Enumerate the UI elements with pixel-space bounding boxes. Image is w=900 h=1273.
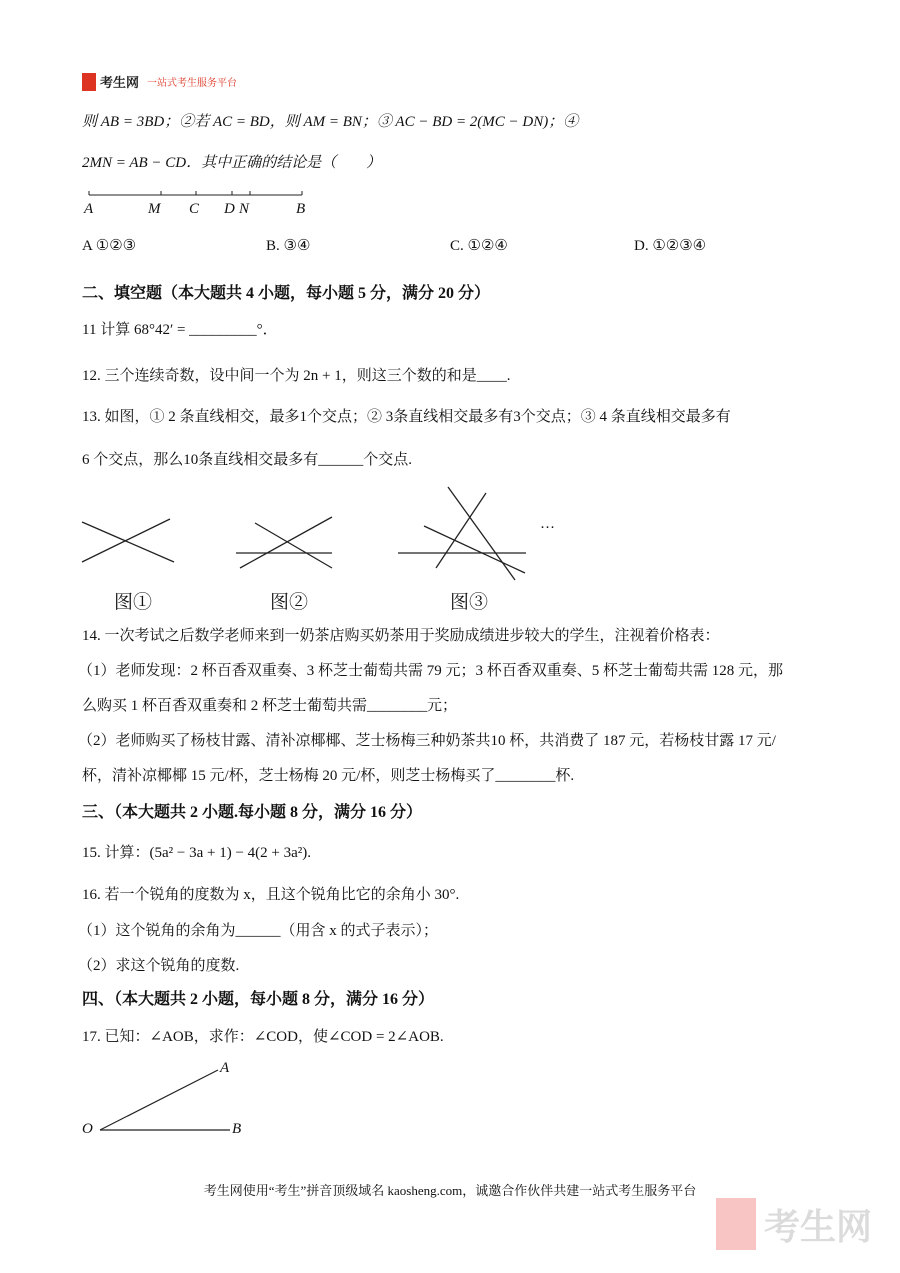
point-B: B — [296, 201, 306, 217]
angle-label-A: A — [220, 1060, 230, 1076]
q14-p2a: （2）老师购买了杨枝甘露、清补凉椰椰、芝士杨梅三种奶茶共10 杯，共消费了 187 元，若杨枝甘露 17 元/ — [78, 733, 776, 749]
header-logo — [82, 72, 237, 91]
q14-p1a: （1）老师发现：2 杯百香双重奏、3 杯芝士葡萄共需 79 元；3 杯百香双重奏、5 杯芝士葡萄共需 128 元，那 — [78, 663, 784, 679]
logo-text: 考生网 — [100, 75, 140, 90]
q14-intro: 14. 一次考试之后数学老师来到一奶茶店购买奶茶用于奖励成绩进步较大的学生，注视着价格表： — [82, 628, 720, 644]
q10-line1: 则 AB = 3BD；②若 AC = BD，则 AM = BN；③ AC − BD = 2(MC − DN)；④ — [82, 114, 579, 130]
q15: 15. 计算：(5a² − 3a + 1) − 4(2 + 3a²). — [82, 845, 312, 861]
point-N: N — [239, 201, 250, 217]
point-M: M — [148, 201, 161, 217]
watermark-text: 考生网 — [764, 1205, 873, 1247]
footer: 考生网使用“考生”拼音顶级域名 kaosheng.com，诚邀合作伙伴共建一站式考生服务平台 — [203, 1183, 697, 1198]
option-a: A ①②③ — [82, 238, 137, 254]
q11: 11 计算 68°42′ = _________°． — [82, 322, 278, 338]
q14-p1b: 么购买 1 杯百香双重奏和 2 杯芝士葡萄共需________元； — [82, 698, 458, 714]
q13-line1: 13. 如图，① 2 条直线相交，最多1个交点；② 3条直线相交最多有3个交点；③ 4 条直线相交最多有 — [82, 409, 731, 425]
watermark-mark-icon — [716, 1198, 756, 1250]
fig3-label: 图③ — [450, 592, 489, 613]
slogan: 一站式考生服务平台 — [147, 78, 238, 89]
lines-figures — [70, 480, 570, 590]
angle-label-O: O — [82, 1121, 93, 1137]
point-D: D — [224, 201, 235, 217]
angle-label-B: B — [232, 1121, 242, 1137]
ellipsis: ··· — [540, 520, 555, 536]
section2-title: 二、填空题（本大题共 4 小题，每小题 5 分，满分 20 分） — [82, 285, 491, 302]
option-b: B. ③④ — [266, 238, 311, 254]
logo-mark-icon — [82, 73, 96, 91]
point-A: A — [84, 201, 94, 217]
q13-line2: 6 个交点，那么10条直线相交最多有______个交点. — [82, 452, 413, 468]
q16-p2: （2）求这个锐角的度数. — [78, 958, 240, 974]
q14-p2b: 杯，清补凉椰椰 15 元/杯，芝士杨梅 20 元/杯，则芝士杨梅买了________杯. — [82, 768, 575, 784]
option-c: C. ①②④ — [450, 238, 508, 254]
option-d: D. ①②③④ — [634, 238, 707, 254]
section3-title: 三、（本大题共 2 小题.每小题 8 分，满分 16 分） — [82, 804, 423, 821]
q16-stem: 16. 若一个锐角的度数为 x，且这个锐角比它的余角小 30°. — [82, 887, 460, 903]
segment-figure — [80, 185, 320, 225]
q17-stem: 17. 已知：∠AOB，求作：∠COD，使∠COD = 2∠AOB. — [82, 1029, 444, 1045]
fig1-label: 图① — [114, 592, 153, 613]
q16-p1: （1）这个锐角的余角为______（用含 x 的式子表示）； — [78, 923, 439, 939]
watermark-logo — [716, 1198, 872, 1250]
fig2-label: 图② — [270, 592, 309, 613]
q10-line2: 2MN = AB − CD．其中正确的结论是（ ） — [82, 155, 382, 171]
point-C: C — [189, 201, 200, 217]
q12: 12. 三个连续奇数，设中间一个为 2n + 1，则这三个数的和是____. — [82, 368, 511, 384]
section4-title: 四、（本大题共 2 小题，每小题 8 分，满分 16 分） — [82, 991, 435, 1008]
